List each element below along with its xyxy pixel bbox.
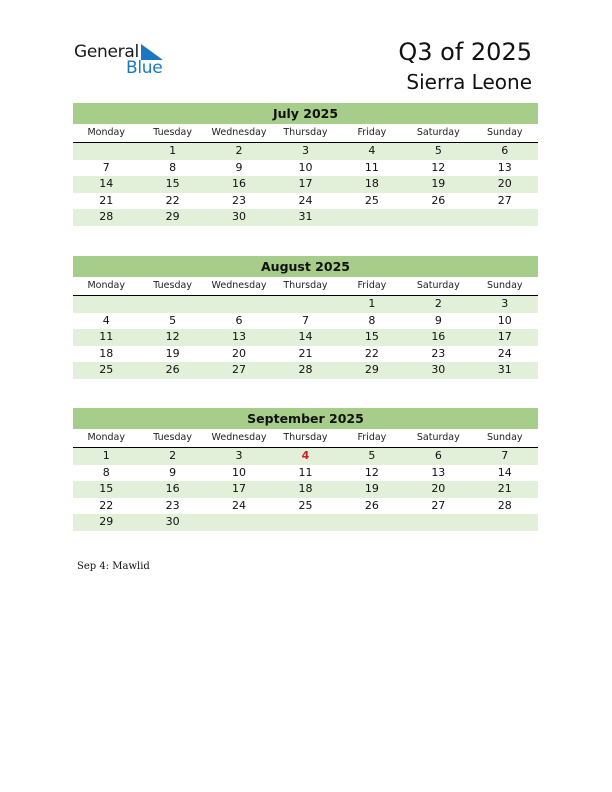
day-cell: 12 (165, 330, 180, 344)
day-cell: 18 (298, 482, 313, 496)
day-cell: 31 (497, 363, 512, 377)
day-cell: 29 (99, 515, 114, 529)
day-cell: 2 (235, 144, 243, 157)
weekday-label: Friday (357, 280, 387, 291)
day-cell (272, 514, 338, 531)
day-cell: 27 (232, 363, 247, 377)
day-cell: 2 (434, 297, 442, 310)
day-cell: 28 (497, 498, 512, 512)
weekday-label: Tuesday (153, 432, 192, 443)
day-cell: 10 (298, 160, 313, 174)
week-row (73, 329, 538, 346)
day-cell: 30 (232, 210, 247, 224)
weekday-label: Monday (87, 127, 125, 138)
day-cell (73, 296, 139, 313)
day-cell: 4 (102, 313, 110, 327)
day-cell: 2 (169, 449, 177, 462)
day-cell: 15 (364, 330, 379, 344)
page-subtitle: Sierra Leone (406, 70, 532, 94)
day-cell: 7 (102, 160, 110, 174)
day-cell: 19 (165, 346, 180, 360)
day-cell: 6 (434, 449, 442, 462)
day-cell: 5 (368, 449, 376, 462)
day-cell: 4 (368, 144, 376, 157)
day-cell: 1 (169, 144, 177, 157)
day-cell: 14 (99, 177, 114, 191)
weekday-label: Friday (357, 127, 387, 138)
day-cell: 30 (165, 515, 180, 529)
day-cell: 25 (364, 193, 379, 207)
day-cell: 9 (235, 160, 243, 174)
weekday-label: Saturday (416, 127, 460, 138)
day-cell: 9 (169, 465, 177, 479)
day-cell: 9 (434, 313, 442, 327)
weekday-header-row (73, 429, 538, 448)
week-row (73, 313, 538, 330)
day-cell: 3 (235, 449, 243, 462)
day-cell: 11 (298, 465, 313, 479)
brand-logo (74, 42, 174, 78)
day-cell: 27 (431, 498, 446, 512)
day-cell: 6 (501, 144, 509, 157)
week-row (73, 296, 538, 313)
day-cell: 3 (301, 144, 309, 157)
week-row (73, 481, 538, 498)
day-cell: 25 (298, 498, 313, 512)
day-cell: 14 (497, 465, 512, 479)
day-cell: 23 (165, 498, 180, 512)
weekday-label: Saturday (416, 432, 460, 443)
day-cell (73, 143, 139, 160)
day-cell: 24 (298, 193, 313, 207)
day-cell: 29 (364, 363, 379, 377)
week-row (73, 160, 538, 177)
day-cell: 12 (431, 160, 446, 174)
brand-name-general: General (74, 42, 139, 62)
day-cell: 7 (501, 449, 509, 462)
weekday-header-row (73, 124, 538, 143)
day-cell (339, 514, 405, 531)
day-cell: 26 (165, 363, 180, 377)
day-cell: 8 (169, 160, 177, 174)
day-cell: 30 (431, 363, 446, 377)
day-cell: 27 (497, 193, 512, 207)
day-cell: 19 (431, 177, 446, 191)
day-cell: 17 (298, 177, 313, 191)
week-row (73, 193, 538, 210)
week-row (73, 362, 538, 379)
weekday-label: Sunday (486, 127, 523, 138)
day-cell: 15 (99, 482, 114, 496)
weekday-label: Thursday (283, 432, 328, 443)
weekday-label: Tuesday (153, 280, 192, 291)
day-cell: 22 (364, 346, 379, 360)
day-cell: 20 (431, 482, 446, 496)
weekday-header-row (73, 277, 538, 296)
day-cell: 7 (301, 313, 309, 327)
weekday-label: Friday (357, 432, 387, 443)
day-cell: 24 (497, 346, 512, 360)
day-cell: 1 (368, 297, 376, 310)
week-row (73, 346, 538, 363)
day-cell: 21 (298, 346, 313, 360)
day-cell: 26 (431, 193, 446, 207)
month-title: August 2025 (73, 256, 538, 277)
week-row (73, 176, 538, 193)
day-cell: 11 (364, 160, 379, 174)
day-cell: 18 (364, 177, 379, 191)
day-cell (405, 514, 471, 531)
day-cell: 29 (165, 210, 180, 224)
weekday-label: Wednesday (211, 432, 267, 443)
day-cell: 16 (232, 177, 247, 191)
day-cell: 1 (102, 449, 110, 462)
day-cell: 13 (497, 160, 512, 174)
week-row (73, 465, 538, 482)
weekday-label: Tuesday (153, 127, 192, 138)
day-cell: 6 (235, 313, 243, 327)
week-row (73, 514, 538, 531)
day-cell: 13 (431, 465, 446, 479)
day-cell (272, 296, 338, 313)
month-calendar (73, 103, 538, 226)
day-cell: 12 (364, 465, 379, 479)
day-cell (472, 209, 538, 226)
day-cell: 23 (431, 346, 446, 360)
weekday-label: Thursday (283, 127, 328, 138)
day-cell: 24 (232, 498, 247, 512)
day-cell: 20 (232, 346, 247, 360)
day-cell: 23 (232, 193, 247, 207)
day-cell: 26 (364, 498, 379, 512)
day-cell: 10 (497, 313, 512, 327)
day-cell (139, 296, 205, 313)
week-row (73, 448, 538, 465)
day-cell: 19 (364, 482, 379, 496)
day-cell: 3 (501, 297, 509, 310)
day-cell: 8 (368, 313, 376, 327)
day-cell: 21 (497, 482, 512, 496)
day-cell (206, 296, 272, 313)
day-cell: 10 (232, 465, 247, 479)
weekday-label: Saturday (416, 280, 460, 291)
day-cell: 22 (165, 193, 180, 207)
weekday-label: Monday (87, 432, 125, 443)
page-title: Q3 of 2025 (398, 38, 532, 66)
month-calendar (73, 408, 538, 531)
day-cell: 16 (431, 330, 446, 344)
day-cell (339, 209, 405, 226)
holiday-day-cell: 4 (301, 449, 310, 462)
day-cell: 22 (99, 498, 114, 512)
day-cell: 17 (232, 482, 247, 496)
holiday-note: Sep 4: Mawlid (77, 561, 150, 572)
week-row (73, 498, 538, 515)
day-cell (206, 514, 272, 531)
day-cell: 17 (497, 330, 512, 344)
day-cell: 31 (298, 210, 313, 224)
weekday-label: Wednesday (211, 280, 267, 291)
day-cell (405, 209, 471, 226)
month-title: September 2025 (73, 408, 538, 429)
weekday-label: Sunday (486, 432, 523, 443)
day-cell: 28 (298, 363, 313, 377)
weekday-label: Monday (87, 280, 125, 291)
day-cell: 21 (99, 193, 114, 207)
weekday-label: Sunday (486, 280, 523, 291)
month-title: July 2025 (73, 103, 538, 124)
day-cell: 16 (165, 482, 180, 496)
day-cell: 11 (99, 330, 114, 344)
brand-name-blue: Blue (126, 58, 163, 78)
day-cell: 25 (99, 363, 114, 377)
day-cell (472, 514, 538, 531)
day-cell: 20 (497, 177, 512, 191)
day-cell: 8 (102, 465, 110, 479)
weekday-label: Thursday (283, 280, 328, 291)
day-cell: 14 (298, 330, 313, 344)
day-cell: 18 (99, 346, 114, 360)
week-row (73, 209, 538, 226)
day-cell: 13 (232, 330, 247, 344)
day-cell: 28 (99, 210, 114, 224)
month-calendar (73, 256, 538, 379)
day-cell: 5 (169, 313, 177, 327)
weekday-label: Wednesday (211, 127, 267, 138)
day-cell: 5 (434, 144, 442, 157)
day-cell: 15 (165, 177, 180, 191)
week-row (73, 143, 538, 160)
